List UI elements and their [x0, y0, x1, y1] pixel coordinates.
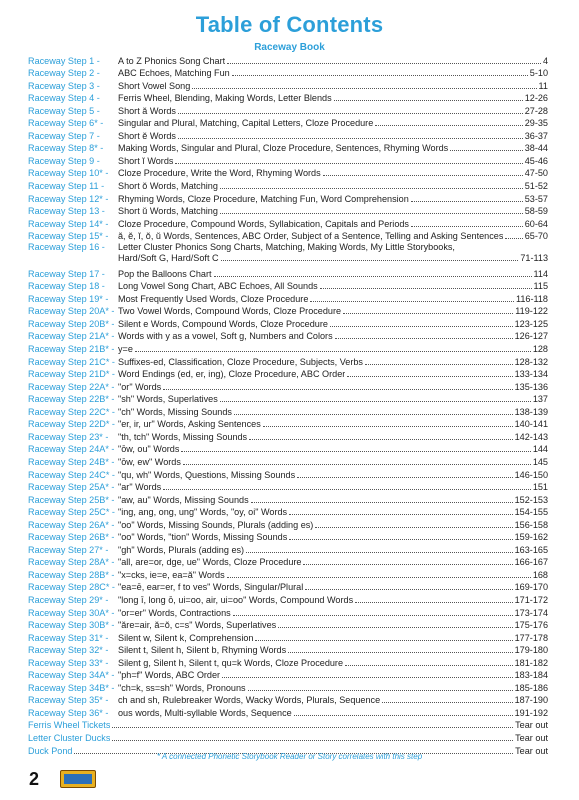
toc-row [28, 606, 548, 619]
toc-page-range: 173-174 [514, 607, 548, 618]
toc-topic: ous words, Multi-syllable Words, Sequence [118, 707, 292, 718]
toc-topic: Silent t, Silent h, Silent b, Rhyming Words [118, 645, 287, 656]
toc-topic: "ph=f" Words, ABC Order [118, 670, 221, 681]
toc-step-label: Raceway Step 36* - [28, 707, 109, 718]
toc-topic: "ōw, ou" Words [118, 444, 180, 455]
toc-step-label: Raceway Step 13 - [28, 206, 105, 217]
leader-dots [355, 602, 513, 603]
leader-dots [375, 125, 522, 126]
toc-page-range: 159-162 [514, 532, 548, 543]
toc-step-label: Raceway Step 5 - [28, 105, 100, 116]
leader-dots [335, 338, 513, 339]
toc-topic: "aw, au" Words, Missing Sounds [118, 494, 249, 505]
leader-dots [323, 175, 523, 176]
toc-topic: Ferris Wheel, Blending, Making Words, Letter Blends [118, 93, 332, 104]
toc-row [28, 355, 548, 368]
leader-dots [233, 615, 513, 616]
publisher-logo [60, 770, 96, 788]
toc-topic: A to Z Phonics Song Chart [118, 55, 226, 66]
toc-step-label: Ferris Wheel Tickets [28, 720, 111, 731]
toc-step-label: Raceway Step 17 - [28, 268, 105, 279]
toc-row [28, 719, 548, 732]
toc-topic: Short ŭ Words, Matching [118, 206, 218, 217]
toc-step-label: Raceway Step 11 - [28, 181, 105, 192]
toc-step-label: Raceway Step 21B* - [28, 344, 115, 355]
page-title: Table of Contents [195, 12, 384, 37]
toc-page-range: 138-139 [514, 406, 548, 417]
toc-step-label: Raceway Step 29* - [28, 594, 109, 605]
toc-topic: Silent w, Silent k, Comprehension [118, 632, 254, 643]
toc-step-label: Raceway Step 24C* - [28, 469, 115, 480]
toc-page-range: 146-150 [514, 469, 548, 480]
toc-page-range: 152-153 [514, 494, 548, 505]
toc-topic: "th, tch" Words, Missing Sounds [118, 431, 248, 442]
toc-step-label: Raceway Step 26B* - [28, 532, 115, 543]
toc-step-label: Raceway Step 19* - [28, 293, 109, 304]
toc-row [28, 518, 548, 531]
toc-topic: "all, are=or, dge, ue" Words, Cloze Procedure [118, 557, 302, 568]
toc-page-range: 114 [533, 268, 548, 279]
toc-page-range: 123-125 [514, 318, 548, 329]
toc-step-label: Raceway Step 30A* - [28, 607, 115, 618]
toc-page-range: 5-10 [529, 68, 548, 79]
toc-topic: Silent g, Silent h, Silent t, qu=k Words, Cloze Procedure [118, 657, 344, 668]
toc-row [28, 129, 548, 142]
toc-page-range: 65-70 [524, 231, 548, 242]
toc-row [28, 581, 548, 594]
toc-page-range: 45-46 [524, 155, 548, 166]
toc-row [28, 54, 548, 67]
leader-dots [178, 113, 523, 114]
toc-row [28, 506, 548, 519]
toc-page-range: 119-122 [515, 306, 548, 317]
toc-row [28, 694, 548, 707]
toc-page-range: 115 [533, 281, 548, 292]
toc-topic: Hard/Soft G, Hard/Soft C [118, 253, 219, 264]
leader-dots [365, 364, 513, 365]
toc-step-label: Raceway Step 22A* - [28, 381, 115, 392]
leader-dots [330, 326, 513, 327]
toc-row [28, 669, 548, 682]
leader-dots [303, 564, 512, 565]
toc-step-label: Raceway Step 27* - [28, 544, 109, 555]
toc-topic: Cloze Procedure, Write the Word, Rhyming Words [118, 168, 321, 179]
toc-row [28, 330, 548, 343]
toc-topic: ă, ĕ, ĭ, ŏ, ŭ Words, Sentences, ABC Order, Subject of a Sentence, Telling and Asking Sentences [118, 231, 504, 242]
toc-page-range: 166-167 [514, 557, 548, 568]
toc-topic: Making Words, Singular and Plural, Cloze Procedure, Sentences, Rhyming Words [118, 143, 449, 154]
table-of-contents [28, 54, 548, 757]
leader-dots [220, 188, 523, 189]
leader-dots [214, 276, 532, 277]
toc-page-range: 53-57 [524, 193, 548, 204]
leader-dots [163, 389, 512, 390]
toc-row [28, 468, 548, 481]
toc-step-label: Raceway Step 20B* - [28, 318, 115, 329]
toc-topic: "or" Words [118, 381, 162, 392]
toc-topic: "ăre=air, ă=ŏ, c=s" Words, Superlatives [118, 620, 277, 631]
leader-dots [450, 150, 523, 151]
toc-topic: "oo" Words, Missing Sounds, Plurals (adding es) [118, 519, 314, 530]
toc-step-label: Raceway Step 12* - [28, 193, 109, 204]
toc-row [28, 543, 548, 556]
toc-step-label: Raceway Step 1 - [28, 55, 100, 66]
toc-step-label: Raceway Step 32* - [28, 645, 109, 656]
toc-row [28, 443, 548, 456]
leader-dots [227, 577, 531, 578]
toc-row [28, 179, 548, 192]
toc-step-label: Raceway Step 20A* - [28, 306, 115, 317]
toc-step-label: Raceway Step 7 - [28, 130, 100, 141]
toc-topic: Silent e Words, Compound Words, Cloze Procedure [118, 318, 328, 329]
toc-row [28, 104, 548, 117]
leader-dots [248, 690, 513, 691]
toc-topic: "ōw, ew" Words [118, 456, 181, 467]
toc-row [28, 342, 548, 355]
leader-dots [135, 351, 531, 352]
leader-dots [220, 401, 531, 402]
toc-topic: Suffixes-ed, Classification, Cloze Procedure, Subjects, Verbs [118, 356, 363, 367]
toc-row [28, 79, 548, 92]
leader-dots [183, 464, 531, 465]
toc-page-range: 4 [542, 55, 548, 66]
toc-row [28, 380, 548, 393]
toc-topic: Singular and Plural, Matching, Capital Letters, Cloze Procedure [118, 118, 374, 129]
toc-page-range: 51-52 [524, 181, 548, 192]
toc-step-label: Raceway Step 25A* - [28, 482, 115, 493]
toc-topic: ABC Echoes, Matching Fun [118, 68, 230, 79]
leader-dots [411, 226, 523, 227]
book-subtitle: Raceway Book [254, 42, 325, 53]
toc-step-label: Raceway Step 22C* - [28, 406, 115, 417]
leader-dots [112, 740, 513, 741]
toc-row [28, 455, 548, 468]
toc-topic: Two Vowel Words, Compound Words, Cloze Procedure [118, 306, 342, 317]
toc-row [28, 731, 548, 744]
toc-row [28, 67, 548, 80]
toc-step-label: Raceway Step 3 - [28, 80, 100, 91]
toc-row [28, 142, 548, 155]
toc-row [28, 593, 548, 606]
toc-page-range: 116-118 [515, 293, 548, 304]
toc-step-label: Raceway Step 25C* - [28, 507, 115, 518]
leader-dots [278, 627, 512, 628]
toc-row [28, 430, 548, 443]
toc-row [28, 317, 548, 330]
toc-topic: Short Vowel Song [118, 80, 191, 91]
toc-page-range: 140-141 [514, 419, 548, 430]
toc-step-label: Raceway Step 24B* - [28, 456, 115, 467]
toc-topic: "oo" Words, "tion" Words, Missing Sounds [118, 532, 288, 543]
toc-row [28, 418, 548, 431]
toc-page-range: 29-35 [524, 118, 548, 129]
toc-page-range: 47-50 [524, 168, 548, 179]
toc-page-range: 38-44 [524, 143, 548, 154]
toc-page-range: 156-158 [514, 519, 548, 530]
toc-step-label: Raceway Step 4 - [28, 93, 100, 104]
toc-step-label: Raceway Step 21A* - [28, 331, 115, 342]
toc-page-range: 175-176 [514, 620, 548, 631]
toc-row [28, 656, 548, 669]
toc-page-range: 71-113 [520, 253, 548, 264]
toc-page-range: 187-190 [514, 695, 548, 706]
toc-topic: "ea=ē, ear=er, f to ves" Words, Singular/Plural [118, 582, 304, 593]
toc-topic: Cloze Procedure, Compound Words, Syllabication, Capitals and Periods [118, 218, 409, 229]
toc-row [28, 167, 548, 180]
leader-dots [305, 589, 512, 590]
toc-page-range: 185-186 [514, 682, 548, 693]
footnote: * A connected Phonetic Storybook Reader or Story correlates with this step [156, 752, 423, 761]
leader-dots [310, 301, 514, 302]
toc-page-range: 126-127 [514, 331, 548, 342]
toc-step-label: Raceway Step 16 - [28, 242, 105, 253]
toc-row [28, 92, 548, 105]
toc-step-label: Raceway Step 26A* - [28, 519, 115, 530]
toc-row [28, 619, 548, 632]
toc-topic: "qu, wh" Words, Questions, Missing Sounds [118, 469, 296, 480]
toc-step-label: Raceway Step 35* - [28, 695, 109, 706]
toc-step-label: Raceway Step 21C* - [28, 356, 115, 367]
toc-page-range: 11 [538, 80, 548, 91]
toc-row [28, 292, 548, 305]
toc-step-label: Raceway Step 24A* - [28, 444, 115, 455]
leader-dots [232, 75, 528, 76]
toc-step-label: Raceway Step 6* - [28, 118, 104, 129]
toc-page-range: 12-26 [524, 93, 548, 104]
toc-topic: "ar" Words [118, 482, 162, 493]
toc-row [28, 481, 548, 494]
toc-step-label: Raceway Step 33* - [28, 657, 109, 668]
leader-dots [163, 489, 531, 490]
toc-row [28, 280, 548, 293]
toc-page-range: 58-59 [524, 206, 548, 217]
toc-topic: "er, ir, ur" Words, Asking Sentences [118, 419, 261, 430]
toc-row [28, 631, 548, 644]
toc-topic: Short ĕ Words [118, 130, 176, 141]
toc-topic: Rhyming Words, Cloze Procedure, Matching Fun, Word Comprehension [118, 193, 409, 204]
toc-page-range: 137 [532, 394, 548, 405]
toc-topic: "sh" Words, Superlatives [118, 394, 218, 405]
toc-topic: Long Vowel Song Chart, ABC Echoes, All Sounds [118, 281, 318, 292]
leader-dots [181, 451, 530, 452]
toc-row [28, 531, 548, 544]
toc-step-label: Raceway Step 31* - [28, 632, 109, 643]
toc-topic: "ch=k, ss=sh" Words, Pronouns [118, 682, 246, 693]
leader-dots [315, 527, 512, 528]
toc-step-label: Raceway Step 34B* - [28, 682, 115, 693]
toc-step-label: Raceway Step 15* - [28, 231, 109, 242]
leader-dots [221, 260, 519, 261]
toc-row [28, 217, 548, 230]
toc-step-label: Raceway Step 10* - [28, 168, 109, 179]
toc-step-label: Raceway Step 28C* - [28, 582, 115, 593]
leader-dots [227, 63, 541, 64]
toc-topic: Pop the Balloons Chart [118, 268, 212, 279]
toc-row [28, 556, 548, 569]
toc-page-range: 128-132 [514, 356, 548, 367]
toc-page-range: Tear out [515, 745, 548, 756]
toc-step-label: Raceway Step 28B* - [28, 569, 115, 580]
toc-step-label: Raceway Step 8* - [28, 143, 104, 154]
leader-dots [334, 100, 523, 101]
toc-page-range: 154-155 [514, 507, 548, 518]
toc-step-label: Duck Pond [28, 745, 73, 756]
toc-page-range: 60-64 [524, 218, 548, 229]
toc-page-range: 168 [532, 569, 548, 580]
toc-page-range: 177-178 [514, 632, 548, 643]
leader-dots [343, 313, 513, 314]
toc-step-label: Raceway Step 2 - [28, 68, 100, 79]
leader-dots [175, 163, 522, 164]
toc-step-label: Raceway Step 14* - [28, 218, 109, 229]
leader-dots [246, 552, 513, 553]
toc-topic: Short ă Words [118, 105, 176, 116]
leader-dots [297, 477, 512, 478]
toc-row [28, 493, 548, 506]
toc-row [28, 117, 548, 130]
leader-dots [288, 652, 512, 653]
leader-dots [505, 238, 522, 239]
toc-row [28, 205, 548, 218]
leader-dots [294, 715, 513, 716]
toc-topic: y=e [118, 344, 133, 355]
toc-row [28, 154, 548, 167]
leader-dots [289, 539, 512, 540]
leader-dots [255, 640, 512, 641]
toc-page-range: 36-37 [524, 130, 548, 141]
toc-page-range: 145 [532, 456, 548, 467]
leader-dots [222, 677, 513, 678]
toc-page-range: 183-184 [514, 670, 548, 681]
toc-row [28, 305, 548, 318]
toc-row [28, 568, 548, 581]
toc-page-range: 151 [532, 482, 548, 493]
leader-dots [249, 439, 513, 440]
toc-page-range: 179-180 [514, 645, 548, 656]
toc-page-range: Tear out [515, 720, 548, 731]
toc-page-range: 27-28 [524, 105, 548, 116]
leader-dots [251, 502, 513, 503]
toc-topic: "or=er" Words, Contractions [118, 607, 231, 618]
toc-step-label: Raceway Step 25B* - [28, 494, 115, 505]
toc-page-range: 171-172 [514, 594, 548, 605]
toc-topic: "ch" Words, Missing Sounds [118, 406, 232, 417]
toc-page-range: 169-170 [514, 582, 548, 593]
toc-page-range: 128 [532, 344, 548, 355]
page-number: 2 [29, 769, 40, 789]
toc-page-range: 144 [532, 444, 548, 455]
toc-row [28, 267, 548, 280]
leader-dots [347, 376, 512, 377]
toc-topic: Short ŏ Words, Matching [118, 181, 218, 192]
toc-topic: Letter Cluster Phonics Song Charts, Matching, Making Words, My Little Storybooks, [118, 242, 455, 253]
toc-page-range: 142-143 [514, 431, 548, 442]
toc-topic: Short ĭ Words [118, 155, 174, 166]
leader-dots [234, 414, 513, 415]
toc-topic: Most Frequently Used Words, Cloze Procedure [118, 293, 309, 304]
toc-page-range: 163-165 [514, 544, 548, 555]
leader-dots [220, 213, 523, 214]
toc-topic: Words with y as a vowel, Soft g, Numbers and Colors [118, 331, 333, 342]
toc-topic: ch and sh, Rulebreaker Words, Wacky Words, Plurals, Sequence [118, 695, 381, 706]
leader-dots [178, 138, 523, 139]
toc-step-label: Raceway Step 9 - [28, 155, 100, 166]
toc-row [28, 230, 548, 243]
toc-page-range: 133-134 [514, 369, 548, 380]
toc-page-range: 181-182 [514, 657, 548, 668]
toc-page-range: 191-192 [514, 707, 548, 718]
toc-topic: "x=cks, ie=e, ea=ă" Words [118, 569, 225, 580]
toc-row [28, 242, 548, 267]
toc-topic: "ing, ang, ong, ung" Words, "oy, oi" Words [118, 507, 288, 518]
toc-step-label: Raceway Step 30B* - [28, 620, 115, 631]
toc-step-label: Raceway Step 22D* - [28, 419, 115, 430]
toc-row [28, 192, 548, 205]
leader-dots [345, 665, 513, 666]
toc-row [28, 368, 548, 381]
toc-row [28, 706, 548, 719]
leader-dots [289, 514, 513, 515]
leader-dots [382, 702, 512, 703]
toc-step-label: Raceway Step 18 - [28, 281, 105, 292]
toc-step-label: Raceway Step 34A* - [28, 670, 115, 681]
toc-step-label: Raceway Step 21D* - [28, 369, 115, 380]
toc-row [28, 644, 548, 657]
leader-dots [192, 88, 536, 89]
toc-row [28, 681, 548, 694]
leader-dots [411, 201, 523, 202]
toc-step-label: Raceway Step 23* - [28, 431, 109, 442]
toc-row [28, 405, 548, 418]
toc-step-label: Raceway Step 22B* - [28, 394, 115, 405]
toc-step-label: Raceway Step 28A* - [28, 557, 115, 568]
toc-page-range: Tear out [515, 732, 548, 743]
leader-dots [112, 727, 513, 728]
toc-step-label: Letter Cluster Ducks [28, 732, 111, 743]
leader-dots [263, 426, 513, 427]
toc-topic: Word Endings (ed, er, ing), Cloze Procedure, ABC Order [118, 369, 346, 380]
toc-topic: "long ī, long ō, ui=oo, air, ui=oo" Words, Compound Words [118, 594, 354, 605]
toc-page-range: 135-136 [514, 381, 548, 392]
toc-row [28, 393, 548, 406]
toc-topic: "gh" Words, Plurals (adding es) [118, 544, 245, 555]
leader-dots [320, 288, 532, 289]
